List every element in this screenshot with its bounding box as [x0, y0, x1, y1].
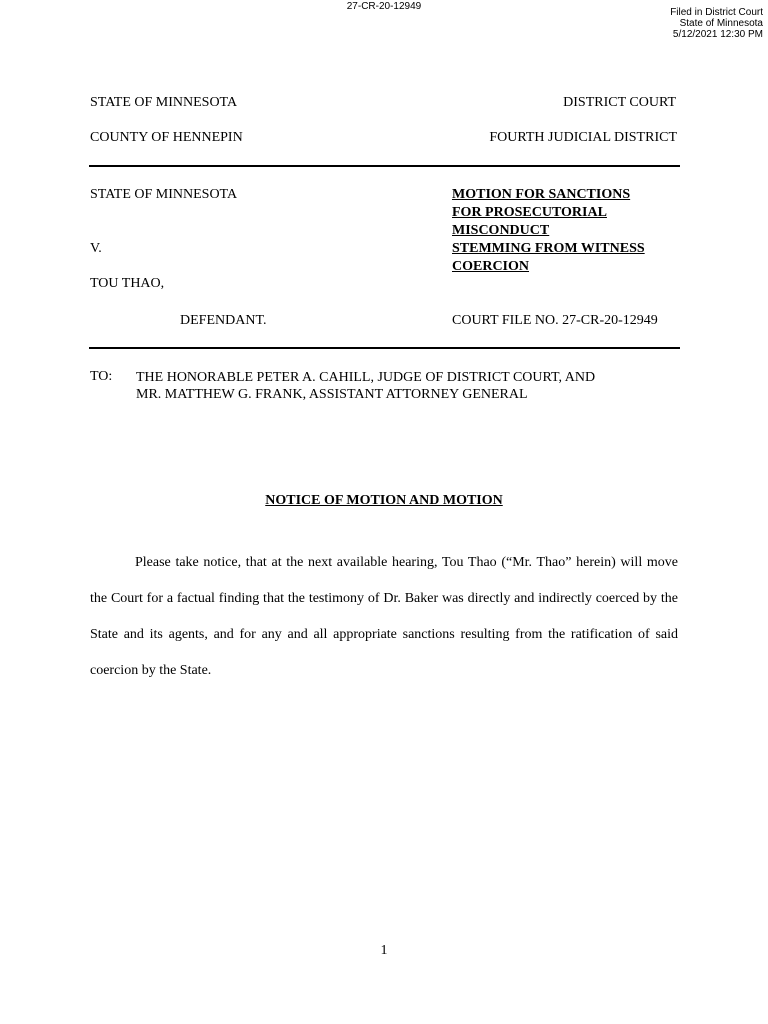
- motion-title-line: COERCION: [452, 259, 530, 274]
- notice-paragraph: [90, 545, 678, 689]
- filing-stamp-line: 5/12/2021 12:30 PM: [672, 29, 763, 40]
- header-district: FOURTH JUDICIAL DISTRICT: [489, 130, 677, 145]
- header-county: COUNTY OF HENNEPIN: [90, 130, 243, 145]
- notice-heading: NOTICE OF MOTION AND MOTION: [265, 493, 503, 508]
- caption-defendant-name: TOU THAO,: [90, 276, 165, 291]
- caption-plaintiff: STATE OF MINNESOTA: [90, 187, 238, 202]
- court-file-number: COURT FILE NO. 27-CR-20-12949: [452, 313, 658, 328]
- motion-title-line: MISCONDUCT: [452, 223, 550, 238]
- filing-stamp-line: Filed in District Court: [670, 7, 763, 18]
- filing-stamp-line: State of Minnesota: [679, 18, 763, 29]
- caption-versus: V.: [90, 241, 102, 256]
- caption-bottom-divider: [89, 347, 680, 349]
- motion-title: [452, 186, 682, 276]
- caption-top-divider: [89, 165, 680, 167]
- to-recipients: [136, 369, 595, 403]
- motion-title-line: FOR PROSECUTORIAL: [452, 205, 607, 220]
- page-number: 1: [380, 943, 388, 958]
- header-court: DISTRICT COURT: [563, 95, 676, 110]
- to-label: TO:: [90, 369, 113, 384]
- to-recipient-line: MR. MATTHEW G. FRANK, ASSISTANT ATTORNEY GENERAL: [136, 387, 528, 402]
- filing-stamp: [670, 7, 763, 40]
- notice-paragraph-text: Please take notice, that at the next available hearing, Tou Thao (“Mr. Thao” herein) will move the Court for a factual finding that the testimony of Dr. Baker was directly and indirectly coerced by the State and its agents, and for any and all appropriate sanctions resulting from the ratification of said coercion by the State.: [90, 555, 678, 678]
- case-number-stamp: 27-CR-20-12949: [346, 1, 422, 12]
- to-recipient-line: THE HONORABLE PETER A. CAHILL, JUDGE OF DISTRICT COURT, AND: [136, 370, 596, 385]
- motion-title-line: STEMMING FROM WITNESS: [452, 241, 645, 256]
- motion-title-line: MOTION FOR SANCTIONS: [452, 187, 631, 202]
- caption-defendant-label: DEFENDANT.: [180, 313, 267, 328]
- header-state: STATE OF MINNESOTA: [90, 95, 238, 110]
